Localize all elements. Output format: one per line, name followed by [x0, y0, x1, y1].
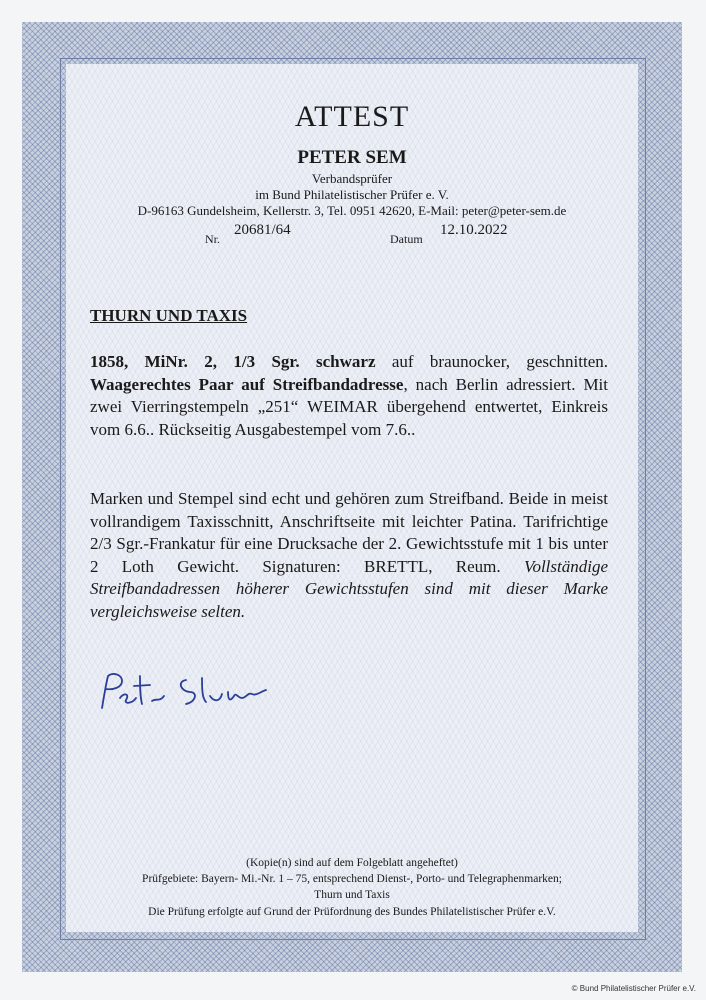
stamp-color: auf braunocker, geschnitten.	[375, 352, 608, 371]
assessment-paragraph	[90, 488, 608, 623]
examiner-name: PETER SEM	[297, 147, 407, 168]
stamp-designation: 1858, MiNr. 2, 1/3 Sgr. schwarz	[90, 352, 376, 371]
examiner-association: im Bund Philatelistischer Prüfer e. V.	[255, 187, 449, 202]
footer-exam-areas: Prüfgebiete: Bayern- Mi.-Nr. 1 – 75, entsprechend Dienst-, Porto- und Telegraphenmarken;	[142, 873, 562, 885]
examiner-address: D-96163 Gundelsheim, Kellerstr. 3, Tel. 0951 42620, E-Mail: peter@peter-sem.de	[137, 203, 567, 218]
examiner-signature	[96, 668, 296, 718]
rarity-note: Vollständige Streifbandadressen höherer Gewichtsstufen sind mit dieser Marke vergleichsweise selten.	[90, 556, 608, 621]
certificate-title: ATTEST	[294, 100, 410, 133]
section-heading: THURN UND TAXIS	[90, 306, 248, 325]
footer-regulation: Die Prüfung erfolgte auf Grund der Prüfordnung des Bundes Philatelistischer Prüfer e.V.	[148, 906, 556, 918]
certificate-number: 20681/64	[234, 222, 291, 238]
item-description: Waagerechtes Paar auf Streifbandadresse	[90, 374, 404, 394]
assessment-text: Marken und Stempel sind echt und gehören zum Streifband. Beide in meist vollrandigem Taxisschnitt, Anschriftseite mit leichter Patina. Tarifrichtige 2/3 Sgr.-Frankatur für eine Drucksache der 2. Gewichtsstufe mit 1 bis unter 2 Loth Gewicht. Signaturen: BRETTL, Reum.	[90, 489, 608, 576]
footer-copies-note: (Kopie(n) sind auf dem Folgeblatt angeheftet)	[246, 857, 458, 869]
date-label: Datum	[390, 232, 423, 246]
item-details: , nach Berlin adressiert. Mit zwei Vierringstempeln „251“ WEIMAR übergehend entwertet, Einkreis vom 6.6.. Rückseitig Ausgabestempel vom 7.6..	[90, 374, 609, 439]
copyright-notice: © Bund Philatelistischer Prüfer e.V.	[571, 984, 696, 993]
certificate-number-label: Nr.	[205, 232, 220, 246]
examiner-role: Verbandsprüfer	[311, 171, 393, 186]
description-paragraph	[90, 351, 608, 441]
certificate-date: 12.10.2022	[440, 222, 508, 238]
footer-exam-areas-cont: Thurn und Taxis	[314, 889, 390, 901]
